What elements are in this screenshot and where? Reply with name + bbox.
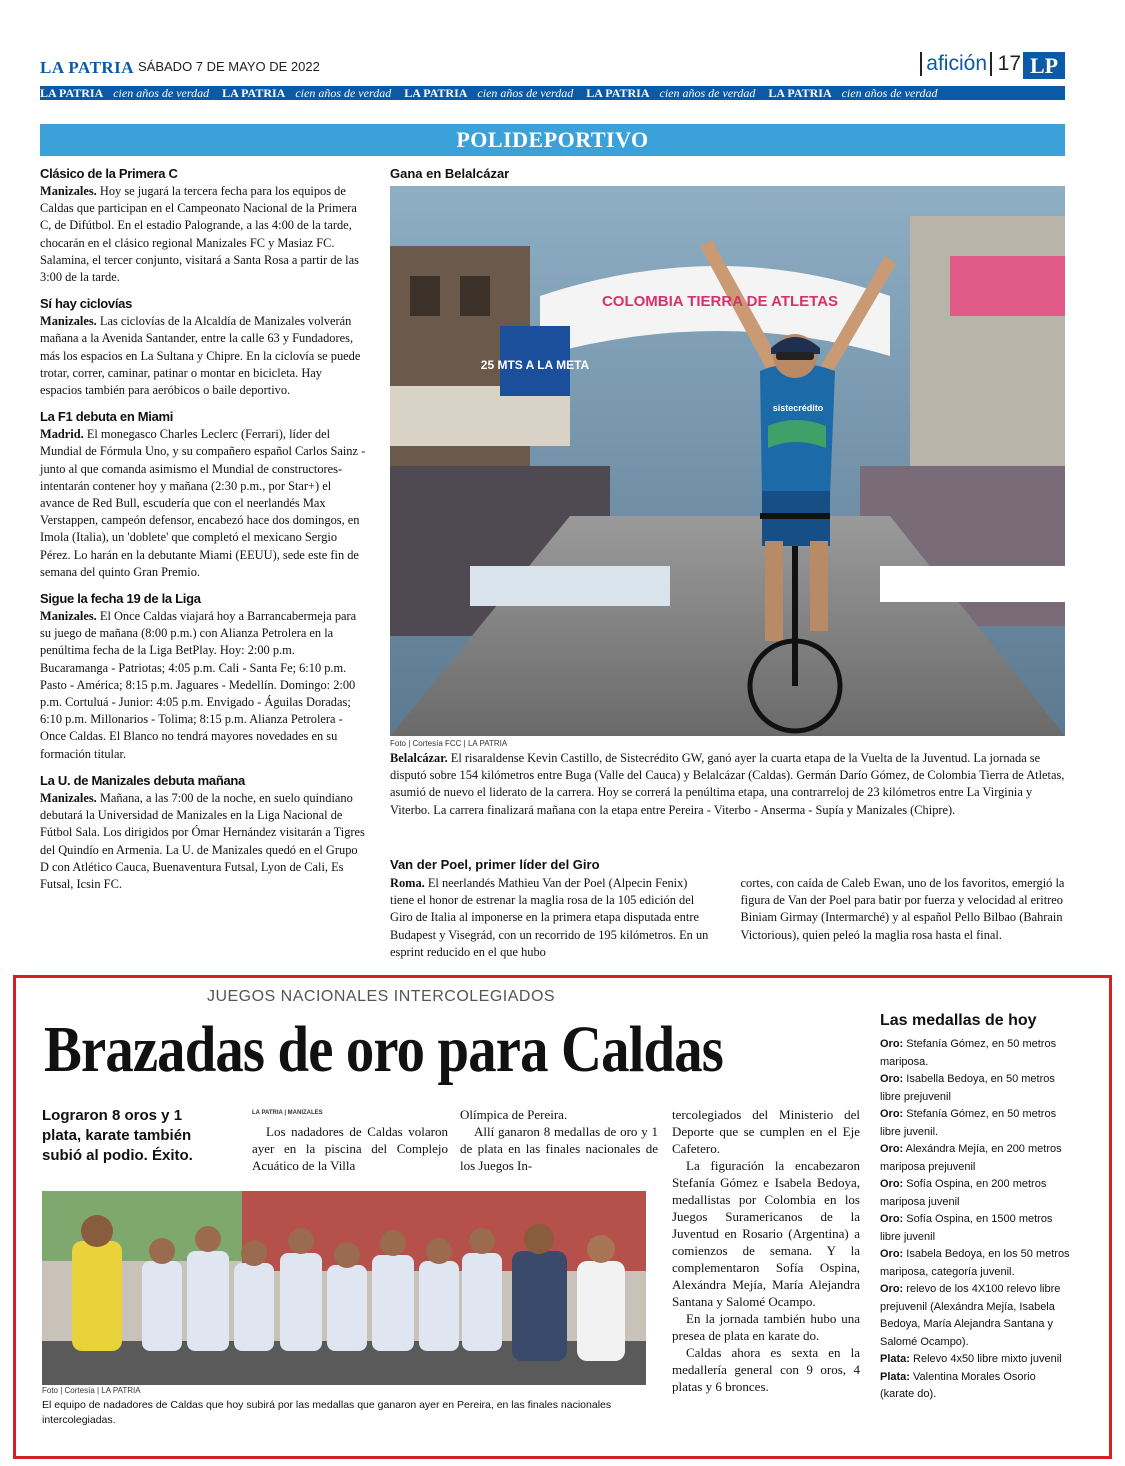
medal-type: Oro: xyxy=(880,1143,904,1155)
feature-headline: Brazadas de oro para Caldas xyxy=(44,1013,723,1086)
photo-story xyxy=(390,166,1065,817)
medal-type: Oro: xyxy=(880,1213,904,1225)
photo-caption xyxy=(390,750,1065,819)
highlight-box xyxy=(13,975,1112,1459)
brief-body xyxy=(40,313,366,399)
medal-item xyxy=(880,1246,1070,1281)
brief-item xyxy=(40,591,366,763)
issue-date: SÁBADO 7 DE MAYO DE 2022 xyxy=(138,59,320,74)
feature-byline: LA PATRIA | MANIZALES xyxy=(252,1110,323,1116)
feature-column-3 xyxy=(672,1106,860,1395)
medal-text: Relevo 4x50 libre mixto juvenil xyxy=(909,1353,1062,1365)
brief-item xyxy=(40,409,366,581)
brief-title: La F1 debuta en Miami xyxy=(40,409,174,425)
brief-title: La U. de Manizales debuta mañana xyxy=(40,772,245,788)
medal-text: Stefanía Gómez, en 50 metros mariposa. xyxy=(880,1038,1057,1068)
medal-type: Plata: xyxy=(880,1370,910,1383)
medal-item xyxy=(880,1281,1070,1351)
brief-text: Mañana, a las 7:00 de la noche, en suelo quindiano debutará la Universidad de Manizales en la Liga Nacional de Fútbol Sala. Los dirigidos por Ómar Hernández visitarán a Tigres del Quindío en Armenia. La U. de Manizales quedó en el Grupo D con Atlético Cauca, Buenaventura Futsal, Lyon de Cali, Es Futsal, Icsin FC. xyxy=(40,790,365,891)
giro-columns xyxy=(390,875,1065,961)
giro-col-1 xyxy=(390,875,715,961)
feature-paragraph: Olímpica de Pereira. xyxy=(460,1107,568,1122)
medal-text: Isabela Bedoya, en los 50 metros mariposa, categoría juvenil. xyxy=(880,1248,1070,1278)
brief-city: Manizales. xyxy=(40,790,97,805)
brief-text: El monegasco Charles Leclerc (Ferrari), líder del Mundial de Fórmula Uno, y su compañero español Carlos Sainz -junto al que comanda asimismo el Mundial de constructores- intentarán contener hoy y mañana (2:30 p.m., por Star+) el avance de Red Bull, escudería que con el neerlandés Max Verstappen, campeón defensor, encabezó hace dos domingos, en Imola (Italia), un 'doblete' que completó el mexicano Sergio Pérez. Lo harán en la debutante Miami (EEUU), sede este fin de semana del quinto Gran Premio. xyxy=(40,427,366,579)
team-illustration xyxy=(42,1191,646,1385)
giro-title: Van der Poel, primer líder del Giro xyxy=(390,857,600,872)
slogan-text: cien años de verdad xyxy=(477,86,574,100)
brief-text: El Once Caldas viajará hoy a Barrancabermeja para su juego de mañana (8:00 p.m.) con Alianza Petrolera en la penúltima fecha de la Liga BetPlay. Hoy: 2:00 p.m. Bucaramanga - Patriotas; 4:05 p.m. Cali - Santa Fe; 6:10 p.m. Pasto - América; 8:15 p.m. Jaguares - Medellín. Domingo: 2:00 p.m. Cortuluá - Junior: 4:05 p.m. Envigado - Águilas Doradas; 6:10 p.m. Millonarios - Tolima; 8:15 p.m. Alianza Petrolera - Once Caldas. El Blanco no tendrá mayores novedades en su formación titular. xyxy=(40,609,357,761)
photo-credit: Foto | Cortesía FCC | LA PATRIA xyxy=(390,739,508,748)
brief-city: Manizales. xyxy=(40,609,97,624)
feature-paragraph: Los nadadores de Caldas volaron ayer en la piscina del Complejo Acuático de la Villa xyxy=(252,1124,448,1173)
team-photo xyxy=(42,1191,646,1385)
medal-text: Valentina Morales Osorio (karate do). xyxy=(880,1370,1036,1400)
giro-article xyxy=(390,857,1065,961)
brief-title: Sigue la fecha 19 de la Liga xyxy=(40,591,201,607)
medal-type: Oro: xyxy=(880,1073,904,1085)
medal-item xyxy=(880,1106,1070,1141)
medal-item xyxy=(880,1071,1070,1106)
medal-item xyxy=(880,1369,1070,1404)
medal-text: relevo de los 4X100 relevo libre prejuvenil (Alexándra Mejía, Isabela Bedoya, María Alejandra Santana y Salomé Ocampo). xyxy=(880,1283,1061,1348)
medal-text: Stefanía Gómez, en 50 metros libre juvenil. xyxy=(880,1108,1057,1138)
briefs-column xyxy=(40,166,366,903)
slogan-text: cien años de verdad xyxy=(841,86,938,100)
brief-text: Las ciclovías de la Alcaldía de Manizales volverán mañana a la Avenida Santander, entre la calle 63 y Fundadores, más los espacios en La Sultana y Chipre. En la ciclovía se puede trotar, correr, caminar, patinar o montar en bicicleta. Hay espacios también para aeróbicos o baile deportivo. xyxy=(40,314,361,398)
medal-type: Oro: xyxy=(880,1108,904,1120)
section-banner: POLIDEPORTIVO xyxy=(40,124,1065,156)
section-name: afición xyxy=(920,52,987,76)
feature-paragraph: Caldas ahora es sexta en la medallería general con 9 oros, 4 platas y 6 bronces. xyxy=(672,1345,860,1394)
brief-city: Madrid. xyxy=(40,427,84,442)
feature-paragraph: La figuración la encabezaron Stefanía Gómez e Isabela Bedoya, medallistas por Colombia en los Juegos Suramericanos de la Juventud en Rosario (Argentina) a comienzos de semana. Y la complementaron Sofía Ospina, Alexándra Mejía, María Alejandra Santana y Salomé Ocampo. xyxy=(672,1158,860,1309)
caption-text: El risaraldense Kevin Castillo, de Sistecrédito GW, ganó ayer la cuarta etapa de la Vuelta de la Juventud. La jornada se disputó sobre 154 kilómetros entre Buga (Valle del Cauca) y Belalcázar (Caldas). Germán Darío Gómez, de Colombia Tierra de Atletas, asumió de nuevo el liderato de la carrera. Hoy se correrá la penúltima etapa, una contrarreloj de 23 kilómetros entre La Virginia y Viterbo. La carrera finalizará mañana con la etapa entre Pereira - Viterbo - Anserma - Supía y Manizales (Chipre). xyxy=(390,751,1065,817)
brief-body xyxy=(40,426,366,581)
slogan-brand: LA PATRIA xyxy=(768,86,832,100)
medal-type: Oro: xyxy=(880,1178,904,1190)
giro-text-1: El neerlandés Mathieu Van der Poel (Alpecin Fenix) tiene el honor de estrenar la maglia rosa de la 105 edición del Giro de Italia al imponerse en la primera etapa disputada entre Budapest y Visegrád, con un recorrido de 195 kilómetros. En un esprint reducido en el que hubo xyxy=(390,876,709,959)
medal-item xyxy=(880,1176,1070,1211)
feature-paragraph: En la jornada también hubo una presea de plata en karate do. xyxy=(672,1311,860,1343)
brief-body xyxy=(40,608,366,763)
sign-text: 25 MTS A LA META xyxy=(480,358,590,372)
brief-item xyxy=(40,296,366,399)
medal-text: Sofía Ospina, en 1500 metros libre juvenil xyxy=(880,1213,1053,1243)
slogan-brand: LA PATRIA xyxy=(222,86,286,100)
brief-text: Hoy se jugará la tercera fecha para los equipos de Caldas que participan en el Campeonato Nacional de la Primera C, de Difútbol. En el estadio Palogrande, a las 4:00 de la tarde, chocarán en el clásico regional Manizales FC y Masiaz FC. Salamina, el tercer conjunto, visitará a Santa Rosa a partir de las 3:00 de la tarde. xyxy=(40,184,359,285)
giro-col-2: cortes, con caída de Caleb Ewan, uno de los favoritos, emergió la figura de Van der Poel para batir por fuerza y velocidad al eritreo Biniam Girmay (Intermarché) y al español Pello Bilbao (Bahrain Victorious), quien peleó la maglia rosa hasta el final. xyxy=(740,876,1065,942)
brief-city: Manizales. xyxy=(40,314,97,329)
slogan-text: cien años de verdad xyxy=(113,86,210,100)
feature-subhead: Lograron 8 oros y 1 plata, karate también subió al podio. Éxito. xyxy=(42,1107,193,1164)
slogan-brand: LA PATRIA xyxy=(40,86,104,100)
medals-title: Las medallas de hoy xyxy=(880,1012,1037,1029)
brief-item xyxy=(40,773,366,893)
medal-type: Oro: xyxy=(880,1283,904,1295)
slogan-text: cien años de verdad xyxy=(659,86,756,100)
cyclist-illustration xyxy=(390,186,1065,736)
feature-paragraph: Allí ganaron 8 medallas de oro y 1 de plata en las finales nacionales de los Juegos In- xyxy=(460,1124,658,1173)
brief-title: Clásico de la Primera C xyxy=(40,166,178,181)
photo-story-title: Gana en Belalcázar xyxy=(390,166,510,181)
medal-text: Sofía Ospina, en 200 metros mariposa juvenil xyxy=(880,1178,1047,1208)
medal-text: Alexándra Mejía, en 200 metros mariposa prejuvenil xyxy=(880,1143,1062,1173)
arch-text: COLOMBIA TIERRA DE ATLETAS xyxy=(601,293,839,310)
feature-kicker: JUEGOS NACIONALES INTERCOLEGIADOS xyxy=(206,988,556,1005)
slogan-strip xyxy=(40,86,1065,100)
feature-column-1 xyxy=(252,1123,448,1174)
brief-body xyxy=(40,183,366,286)
feature-column-2 xyxy=(460,1106,658,1174)
brief-title: Sí hay ciclovías xyxy=(40,296,133,312)
brief-body xyxy=(40,790,366,893)
feature-paragraph: tercolegiados del Ministerio del Deporte que se cumplen en el Eje Cafetero. xyxy=(672,1107,860,1156)
masthead xyxy=(40,52,1065,82)
slogan-brand: LA PATRIA xyxy=(586,86,650,100)
team-photo-credit: Foto | Cortesía | LA PATRIA xyxy=(42,1386,141,1395)
medal-text: Isabella Bedoya, en 50 metros libre prejuvenil xyxy=(880,1073,1055,1103)
team-photo-caption: El equipo de nadadores de Caldas que hoy subirá por las medallas que ganaron ayer en Pereira, en las finales nacionales intercolegiadas. xyxy=(42,1399,612,1426)
medal-type: Plata: xyxy=(880,1353,910,1365)
medal-type: Oro: xyxy=(880,1038,904,1050)
medal-item xyxy=(880,1351,1070,1369)
page-number: 17 xyxy=(990,52,1021,76)
giro-city: Roma. xyxy=(390,876,425,890)
cyclist-photo xyxy=(390,186,1065,736)
brand-name: LA PATRIA xyxy=(40,58,135,77)
jersey-text: sistecrédito xyxy=(772,403,824,413)
medal-item xyxy=(880,1036,1070,1071)
brief-item xyxy=(40,166,366,286)
brief-city: Manizales. xyxy=(40,184,97,198)
slogan-text: cien años de verdad xyxy=(295,86,392,100)
medal-item xyxy=(880,1211,1070,1246)
medal-type: Oro: xyxy=(880,1248,904,1260)
medals-sidebar xyxy=(880,1012,1070,1404)
medal-item xyxy=(880,1141,1070,1176)
slogan-brand: LA PATRIA xyxy=(404,86,468,100)
lp-logo: LP xyxy=(1023,52,1065,79)
caption-city: Belalcázar. xyxy=(390,751,448,765)
